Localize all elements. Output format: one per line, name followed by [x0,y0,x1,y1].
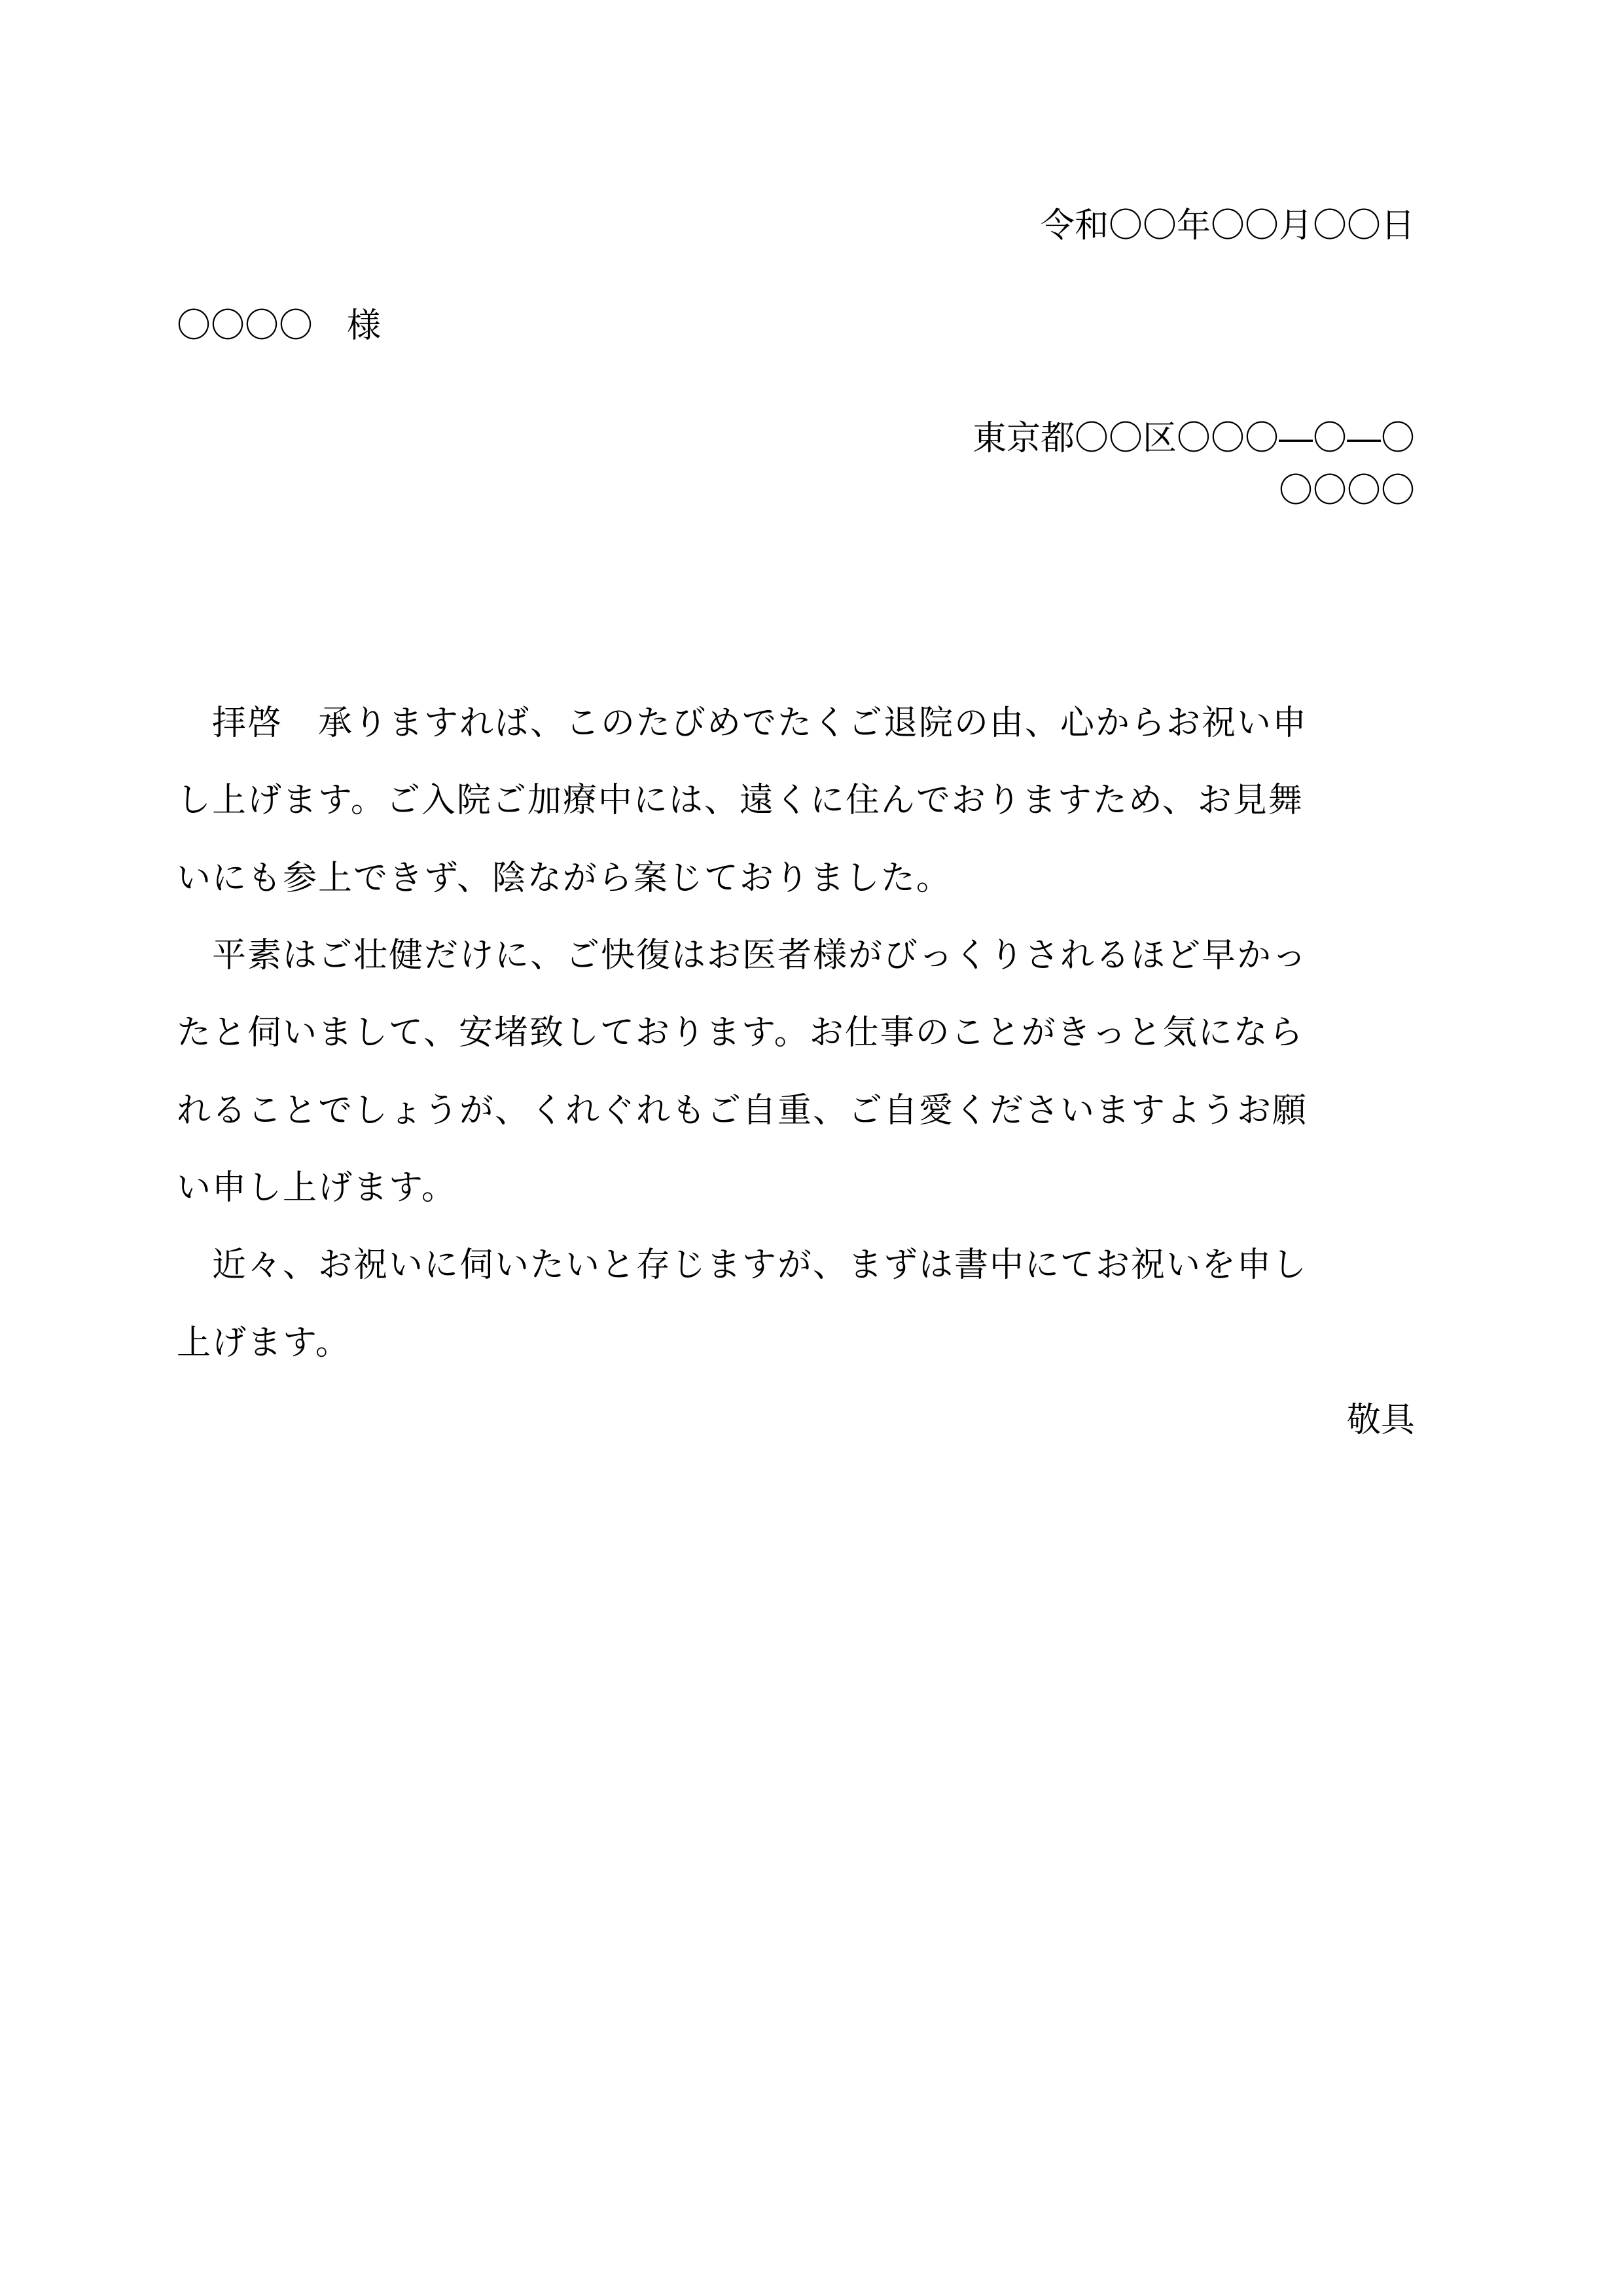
sender-address: 東京都〇〇区〇〇〇―〇―〇 [972,419,1415,458]
body-line: 近々、お祝いに伺いたいと存じますが、まずは書中にてお祝いを申し [177,1246,1308,1285]
letter-recipient: 〇〇〇〇 様 [177,306,382,346]
body-line: たと伺いまして、安堵致しております。お仕事のことがきっと気になら [177,1013,1304,1052]
body-line: 平素はご壮健だけに、ご快復はお医者様がびっくりされるほど早かっ [177,936,1308,975]
letter-date: 令和〇〇年〇〇月〇〇日 [1040,206,1415,245]
body-line: 上げます。 [177,1323,351,1363]
body-line: 拝啓 承りますれば、このたびめでたくご退院の由、心からお祝い申 [177,704,1308,743]
body-line: し上げます。ご入院ご加療中には、遠くに住んでおりますため、お見舞 [177,781,1304,820]
body-line: いにも参上できず、陰ながら案じておりました。 [177,859,952,898]
body-line: い申し上げます。 [177,1168,457,1208]
body-line: れることでしょうが、くれぐれもご自重、ご自愛くださいますようお願 [177,1091,1308,1130]
sender-name: 〇〇〇〇 [1278,471,1415,511]
letter-closing: 敬具 [1346,1401,1415,1440]
